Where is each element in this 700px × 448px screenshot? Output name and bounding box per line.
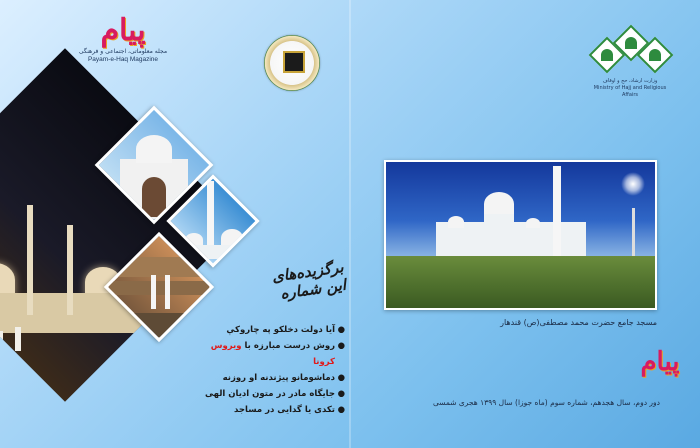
bullet-icon: ● [337,341,345,351]
bullet-icon: ● [337,405,345,415]
toc-heading: برگزیده‌های این شماره [270,257,348,303]
spine-divider [349,0,351,448]
magazine-logo-left [78,14,168,64]
toc-item: ● آیا دولت دخلکو په چاروکې [205,322,345,338]
issue-info: دور دوم، سال هجدهم، شماره سوم (ماه جوزا) سال ۱۳۹۹ هجری شمسی [432,398,660,407]
ministry-name-en: Ministry of Hajj and Religious Affairs [593,85,667,98]
toc-item: ● جایگاه مادر در متون ادیان الهی [205,386,345,402]
bullet-icon: ● [337,389,345,399]
kaaba-icon [283,51,305,73]
logo-caption: Payam-e-Haq Magazine [87,56,159,63]
photo-caption: مسجد جامع حضرت محمد مصطفی(ص) قندهار [500,318,657,327]
toc-item: ● تکدی یا گدایی در مساجد [205,402,345,418]
ministry-name [590,78,670,99]
bullet-icon: ● [337,325,345,335]
kandahar-mosque-photo [386,162,655,308]
logo-mark: پیام [100,13,146,48]
toc-highlight: ویروس کرونا [210,341,335,367]
mosque-photo-frame [384,160,657,310]
ministry-name-fa: وزارت ارشاد، حج و اوقاف [602,78,658,84]
toc-list [205,322,345,418]
logo-subtitle: مجله معلوماتی، اجتماعی و فرهنگی [78,48,168,55]
logo-mark: پیام [640,347,680,377]
toc-item: ● دماشومانو پیژندنه او روزنه [205,370,345,386]
sun-glare [621,172,645,196]
bullet-icon: ● [337,373,345,383]
toc-item: ● روش درست مبارزه با ویروس کرونا [205,338,345,370]
national-emblem-icon [264,35,320,91]
magazine-logo-right [625,345,695,379]
